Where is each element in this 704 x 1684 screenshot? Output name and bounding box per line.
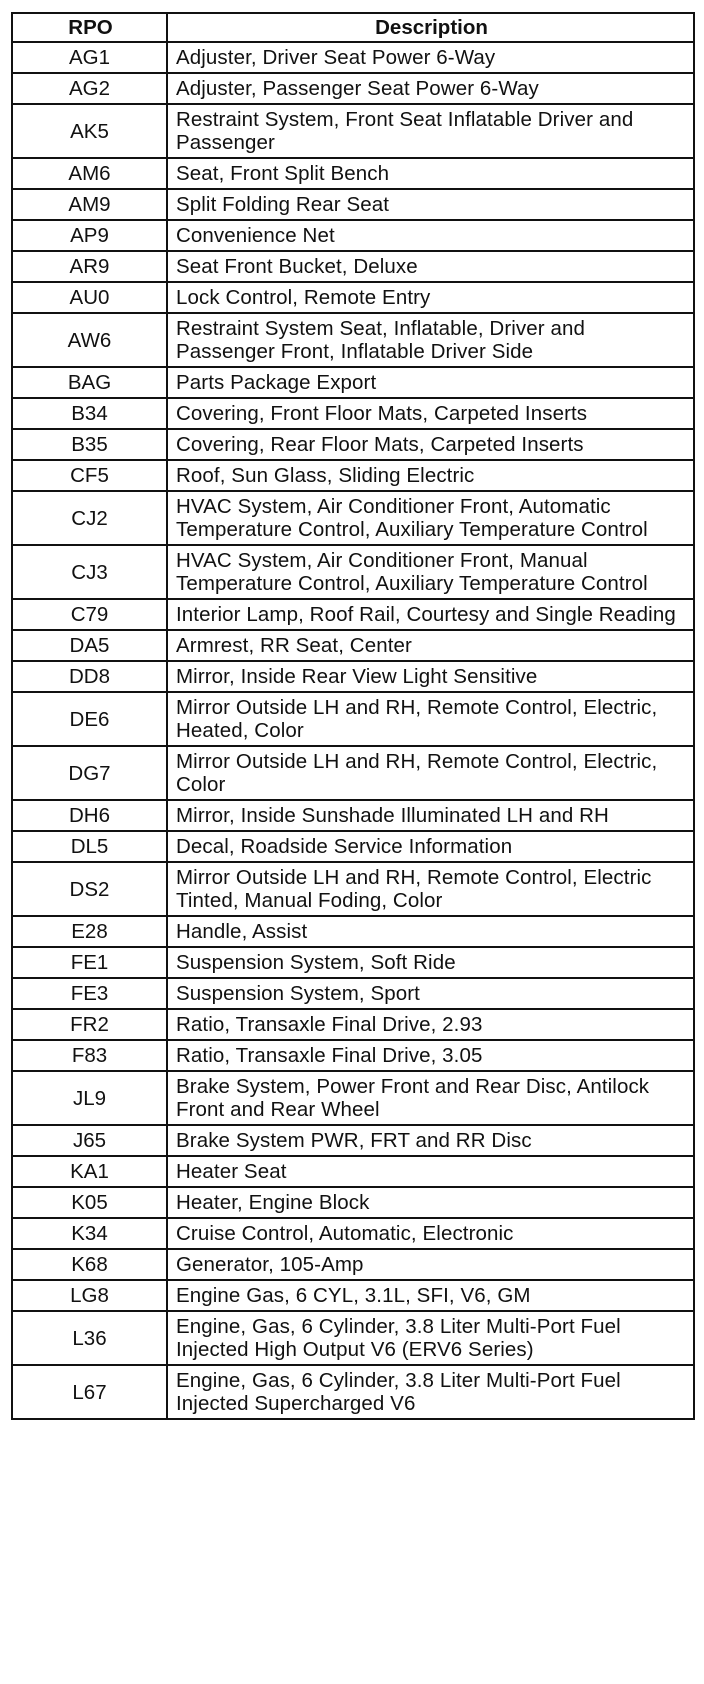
rpo-code-cell: CF5 <box>12 460 167 491</box>
rpo-code-cell: KA1 <box>12 1156 167 1187</box>
rpo-code-cell: B35 <box>12 429 167 460</box>
description-cell: Ratio, Transaxle Final Drive, 2.93 <box>167 1009 694 1040</box>
table-row <box>12 1156 694 1187</box>
description-cell: Adjuster, Passenger Seat Power 6-Way <box>167 73 694 104</box>
table-row <box>12 1009 694 1040</box>
header-row <box>12 13 694 42</box>
rpo-column-header: RPO <box>12 13 167 42</box>
description-cell: Restraint System Seat, Inflatable, Driver and Passenger Front, Inflatable Driver Side <box>167 313 694 367</box>
rpo-code-cell: AM6 <box>12 158 167 189</box>
rpo-code-cell: K34 <box>12 1218 167 1249</box>
rpo-code-cell: C79 <box>12 599 167 630</box>
rpo-code-cell: BAG <box>12 367 167 398</box>
description-cell: Roof, Sun Glass, Sliding Electric <box>167 460 694 491</box>
table-header <box>12 13 694 42</box>
rpo-code-cell: AR9 <box>12 251 167 282</box>
description-cell: Armrest, RR Seat, Center <box>167 630 694 661</box>
table-row <box>12 220 694 251</box>
table-row <box>12 862 694 916</box>
rpo-code-cell: CJ3 <box>12 545 167 599</box>
table-row <box>12 692 694 746</box>
description-cell: Lock Control, Remote Entry <box>167 282 694 313</box>
table-row <box>12 251 694 282</box>
rpo-code-cell: K05 <box>12 1187 167 1218</box>
description-cell: HVAC System, Air Conditioner Front, Manual Temperature Control, Auxiliary Temperature Control <box>167 545 694 599</box>
table-row <box>12 1280 694 1311</box>
description-cell: Convenience Net <box>167 220 694 251</box>
table-row <box>12 104 694 158</box>
rpo-code-cell: AG1 <box>12 42 167 73</box>
table-row <box>12 947 694 978</box>
description-cell: Interior Lamp, Roof Rail, Courtesy and Single Reading <box>167 599 694 630</box>
description-cell: Heater Seat <box>167 1156 694 1187</box>
description-cell: Engine, Gas, 6 Cylinder, 3.8 Liter Multi-Port Fuel Injected High Output V6 (ERV6 Series) <box>167 1311 694 1365</box>
rpo-code-cell: L36 <box>12 1311 167 1365</box>
description-cell: Ratio, Transaxle Final Drive, 3.05 <box>167 1040 694 1071</box>
description-cell: Suspension System, Sport <box>167 978 694 1009</box>
rpo-code-cell: JL9 <box>12 1071 167 1125</box>
description-cell: Mirror Outside LH and RH, Remote Control, Electric, Color <box>167 746 694 800</box>
rpo-code-cell: DH6 <box>12 800 167 831</box>
description-cell: Decal, Roadside Service Information <box>167 831 694 862</box>
description-cell: Heater, Engine Block <box>167 1187 694 1218</box>
table-row <box>12 491 694 545</box>
table-row <box>12 42 694 73</box>
table-row <box>12 545 694 599</box>
table-row <box>12 916 694 947</box>
table-row <box>12 1040 694 1071</box>
description-cell: Adjuster, Driver Seat Power 6-Way <box>167 42 694 73</box>
description-cell: Parts Package Export <box>167 367 694 398</box>
description-column-header: Description <box>167 13 694 42</box>
rpo-code-cell: DL5 <box>12 831 167 862</box>
table-row <box>12 158 694 189</box>
table-row <box>12 1187 694 1218</box>
description-cell: Cruise Control, Automatic, Electronic <box>167 1218 694 1249</box>
description-cell: Seat, Front Split Bench <box>167 158 694 189</box>
rpo-code-cell: FE3 <box>12 978 167 1009</box>
table-row <box>12 661 694 692</box>
description-cell: Seat Front Bucket, Deluxe <box>167 251 694 282</box>
rpo-code-cell: E28 <box>12 916 167 947</box>
table-body <box>12 42 694 1419</box>
table-row <box>12 313 694 367</box>
rpo-code-cell: J65 <box>12 1125 167 1156</box>
rpo-code-cell: AG2 <box>12 73 167 104</box>
table-row <box>12 367 694 398</box>
rpo-code-cell: AM9 <box>12 189 167 220</box>
rpo-code-cell: DA5 <box>12 630 167 661</box>
rpo-code-cell: AK5 <box>12 104 167 158</box>
description-cell: Handle, Assist <box>167 916 694 947</box>
description-cell: Generator, 105-Amp <box>167 1249 694 1280</box>
table-row <box>12 1218 694 1249</box>
rpo-code-cell: AU0 <box>12 282 167 313</box>
description-cell: HVAC System, Air Conditioner Front, Automatic Temperature Control, Auxiliary Temperature Control <box>167 491 694 545</box>
rpo-code-cell: AW6 <box>12 313 167 367</box>
table-row <box>12 978 694 1009</box>
description-cell: Engine, Gas, 6 Cylinder, 3.8 Liter Multi-Port Fuel Injected Supercharged V6 <box>167 1365 694 1419</box>
rpo-code-cell: F83 <box>12 1040 167 1071</box>
description-cell: Suspension System, Soft Ride <box>167 947 694 978</box>
description-cell: Restraint System, Front Seat Inflatable Driver and Passenger <box>167 104 694 158</box>
table-row <box>12 599 694 630</box>
table-row <box>12 831 694 862</box>
description-cell: Engine Gas, 6 CYL, 3.1L, SFI, V6, GM <box>167 1280 694 1311</box>
description-cell: Mirror Outside LH and RH, Remote Control, Electric Tinted, Manual Foding, Color <box>167 862 694 916</box>
rpo-code-cell: K68 <box>12 1249 167 1280</box>
table-row <box>12 1249 694 1280</box>
table-row <box>12 189 694 220</box>
rpo-code-cell: CJ2 <box>12 491 167 545</box>
rpo-code-cell: B34 <box>12 398 167 429</box>
description-cell: Covering, Front Floor Mats, Carpeted Inserts <box>167 398 694 429</box>
description-cell: Brake System PWR, FRT and RR Disc <box>167 1125 694 1156</box>
rpo-code-cell: LG8 <box>12 1280 167 1311</box>
description-cell: Mirror, Inside Sunshade Illuminated LH and RH <box>167 800 694 831</box>
table-row <box>12 746 694 800</box>
table-row <box>12 73 694 104</box>
description-cell: Mirror Outside LH and RH, Remote Control, Electric, Heated, Color <box>167 692 694 746</box>
description-cell: Mirror, Inside Rear View Light Sensitive <box>167 661 694 692</box>
table-row <box>12 1311 694 1365</box>
description-cell: Split Folding Rear Seat <box>167 189 694 220</box>
rpo-code-cell: DD8 <box>12 661 167 692</box>
rpo-code-cell: DG7 <box>12 746 167 800</box>
table-row <box>12 1125 694 1156</box>
rpo-code-cell: AP9 <box>12 220 167 251</box>
table-row <box>12 1071 694 1125</box>
rpo-table <box>11 12 695 1420</box>
rpo-code-cell: FE1 <box>12 947 167 978</box>
rpo-code-cell: L67 <box>12 1365 167 1419</box>
table-row <box>12 429 694 460</box>
table-row <box>12 1365 694 1419</box>
table-row <box>12 630 694 661</box>
rpo-code-cell: DS2 <box>12 862 167 916</box>
table-row <box>12 282 694 313</box>
rpo-code-cell: DE6 <box>12 692 167 746</box>
table-row <box>12 460 694 491</box>
description-cell: Brake System, Power Front and Rear Disc, Antilock Front and Rear Wheel <box>167 1071 694 1125</box>
description-cell: Covering, Rear Floor Mats, Carpeted Inserts <box>167 429 694 460</box>
rpo-code-cell: FR2 <box>12 1009 167 1040</box>
table-row <box>12 800 694 831</box>
table-row <box>12 398 694 429</box>
